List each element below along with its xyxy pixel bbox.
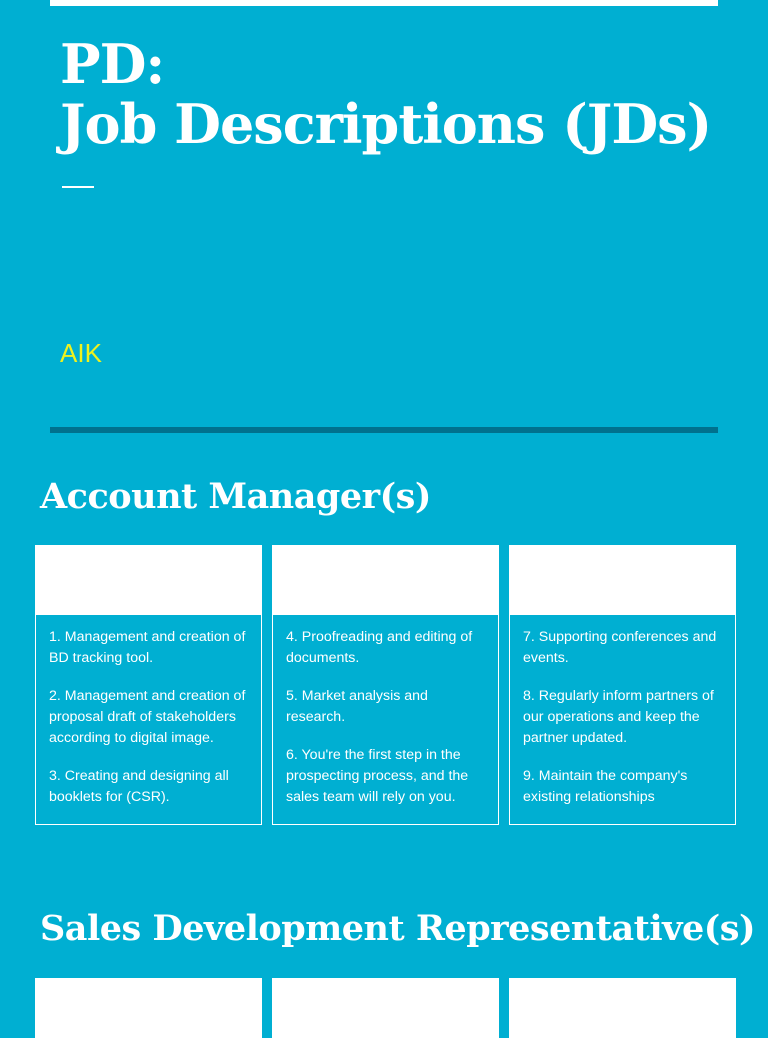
- jd-item: 7. Supporting conferences and events.: [523, 629, 717, 666]
- title-line-1: PD:: [60, 32, 165, 96]
- sdr-card-3: [509, 978, 736, 1038]
- jd-item: 5. Market analysis and research.: [286, 688, 428, 725]
- section-heading-account-manager: Account Manager(s): [40, 476, 431, 517]
- jd-item: 6. You're the first step in the prospecting process, and the sales team will rely on you.: [286, 747, 469, 805]
- card-header: [36, 546, 261, 615]
- jd-item: 4. Proofreading and editing of documents.: [286, 629, 473, 666]
- page-title: [60, 34, 711, 154]
- card-header: [273, 546, 498, 615]
- sdr-card-1: [35, 978, 262, 1038]
- jd-item: 3. Creating and designing all booklets for (CSR).: [49, 768, 229, 805]
- sdr-card-2: [272, 978, 499, 1038]
- author-label: AIK: [60, 338, 102, 368]
- jd-item: 9. Maintain the company's existing relationships: [523, 768, 688, 805]
- jd-card-3: [509, 545, 736, 825]
- card-header: [510, 546, 735, 615]
- jd-item: 2. Management and creation of proposal draft of stakeholders according to digital image.: [49, 688, 246, 746]
- title-accent-rule: [62, 186, 94, 188]
- jd-item: 8. Regularly inform partners of our operations and keep the partner updated.: [523, 688, 714, 746]
- section-heading-sales-dev-rep: Sales Development Representative(s): [40, 908, 756, 949]
- section-divider: [50, 427, 718, 433]
- title-line-2: Job Descriptions (JDs): [60, 92, 712, 156]
- jd-card-2: [272, 545, 499, 825]
- top-white-bar: [50, 0, 718, 6]
- jd-item: 1. Management and creation of BD tracking tool.: [49, 629, 246, 666]
- jd-card-1: [35, 545, 262, 825]
